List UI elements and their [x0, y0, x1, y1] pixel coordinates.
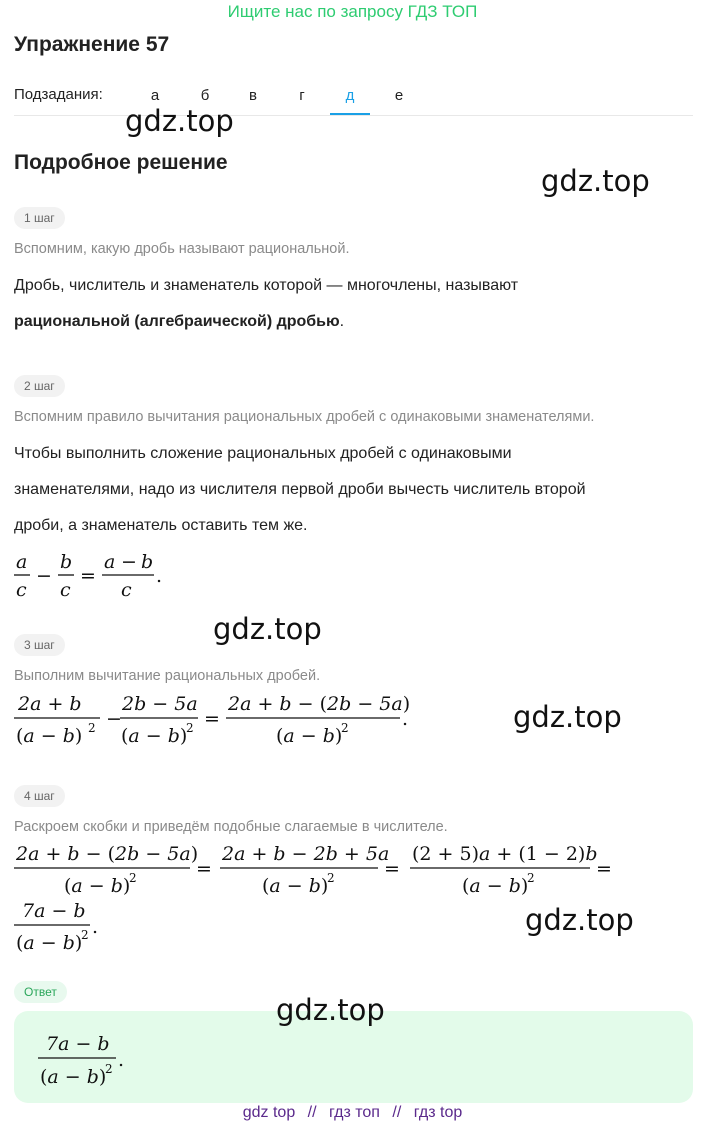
svg-text:(a − b): (a − b) — [16, 932, 83, 954]
svg-text:c: c — [121, 579, 132, 601]
watermark: gdz.top — [276, 993, 385, 1027]
svg-text:2b − 5a: 2b − 5a — [122, 693, 198, 715]
answer-formula — [38, 1030, 158, 1099]
step-badge: 3 шаг — [14, 634, 65, 656]
svg-text:2a + b − (2b − 5a): 2a + b − (2b − 5a) — [228, 693, 411, 715]
svg-text:=: = — [196, 858, 212, 880]
svg-text:(a − b): (a − b) — [276, 725, 343, 747]
step-hint: Вспомним правило вычитания рациональных дробей с одинаковыми знаменателями. — [14, 409, 595, 425]
subtask-tab-g[interactable]: г — [299, 87, 305, 104]
svg-text:b: b — [141, 551, 154, 573]
svg-text:2: 2 — [81, 928, 89, 942]
section-title: Подробное решение — [14, 151, 228, 174]
svg-text:2: 2 — [527, 871, 535, 885]
step-text-line — [14, 304, 694, 340]
svg-text:2: 2 — [341, 721, 349, 735]
page-title: Упражнение 57 — [14, 33, 170, 56]
svg-text:(a − b): (a − b) — [121, 725, 188, 747]
formula-subtraction-rule — [14, 548, 184, 609]
footer-separator: // — [392, 1104, 402, 1121]
svg-text:c: c — [60, 579, 71, 601]
formula-step3 — [14, 688, 424, 757]
svg-text:c: c — [16, 579, 27, 601]
footer-links — [0, 1104, 705, 1122]
svg-text:7a − b: 7a − b — [22, 900, 86, 922]
step-badge: 2 шаг — [14, 375, 65, 397]
watermark: gdz.top — [213, 612, 322, 646]
subtask-tab-a[interactable]: а — [150, 87, 160, 104]
footer-link[interactable]: гдз топ — [329, 1104, 380, 1121]
svg-text:a: a — [16, 551, 28, 573]
step-hint: Выполним вычитание рациональных дробей. — [14, 668, 321, 684]
step-hint: Вспомним, какую дробь называют рациональной. — [14, 241, 350, 257]
svg-text:.: . — [118, 1049, 125, 1071]
footer-link[interactable]: гдз top — [413, 1104, 463, 1121]
step-badge: 4 шаг — [14, 785, 65, 807]
top-banner[interactable]: Ищите нас по запросу ГДЗ ТОП — [227, 2, 478, 21]
tabs-divider — [14, 115, 693, 116]
step-badge: 1 шаг — [14, 207, 65, 229]
svg-text:2: 2 — [105, 1062, 113, 1076]
svg-text:b: b — [60, 551, 73, 573]
step-text-line: Дробь, числитель и знаменатель которой — многочлены, называют — [14, 277, 519, 294]
watermark: gdz.top — [541, 164, 650, 198]
svg-text:(a − b): (a − b) — [262, 875, 329, 897]
watermark: gdz.top — [525, 903, 634, 937]
svg-text:2a + b − 2b + 5a: 2a + b − 2b + 5a — [222, 843, 390, 865]
svg-text:=: = — [596, 858, 612, 880]
step-text-line: Чтобы выполнить сложение рациональных дробей с одинаковыми — [14, 445, 512, 462]
svg-text:=: = — [384, 858, 400, 880]
subtasks-label: Подзадания: — [14, 86, 103, 103]
subtask-tab-e[interactable]: е — [394, 87, 404, 104]
svg-text:2: 2 — [88, 721, 96, 735]
svg-text:=: = — [204, 708, 220, 730]
subtask-tab-d[interactable]: д — [345, 87, 355, 104]
svg-text:(a − b): (a − b) — [64, 875, 131, 897]
watermark: gdz.top — [125, 104, 234, 138]
footer-separator: // — [307, 1104, 317, 1121]
step-text — [14, 268, 694, 340]
term-bold: рациональной (алгебраической) дробью — [14, 313, 340, 330]
step-text — [14, 436, 704, 544]
punctuation: . — [339, 313, 345, 330]
watermark: gdz.top — [513, 700, 622, 734]
svg-text:.: . — [402, 708, 409, 730]
svg-text:a: a — [104, 551, 116, 573]
svg-text:2: 2 — [129, 871, 137, 885]
footer-link[interactable]: gdz top — [242, 1104, 296, 1121]
subtask-tab-b[interactable]: б — [200, 87, 210, 104]
svg-text:(a − b): (a − b) — [16, 725, 83, 747]
answer-badge: Ответ — [14, 981, 67, 1003]
svg-text:.: . — [156, 565, 163, 587]
svg-text:−: − — [36, 565, 52, 587]
svg-text:2: 2 — [186, 721, 194, 735]
svg-text:(a − b): (a − b) — [462, 875, 529, 897]
subtask-tab-v[interactable]: в — [249, 87, 257, 104]
step-hint: Раскроем скобки и приведём подобные слагаемые в числителе. — [14, 819, 448, 835]
svg-text:2: 2 — [327, 871, 335, 885]
svg-text:−: − — [106, 708, 122, 730]
svg-text:−: − — [121, 551, 137, 573]
svg-text:7a − b: 7a − b — [46, 1033, 110, 1055]
formula-step4-result — [14, 897, 134, 966]
active-tab-indicator — [330, 113, 370, 115]
svg-text:.: . — [92, 916, 99, 938]
svg-text:(2 + 5)a + (1 − 2)b: (2 + 5)a + (1 − 2)b — [412, 843, 598, 865]
svg-text:2a + b: 2a + b — [18, 693, 82, 715]
svg-text:=: = — [80, 565, 96, 587]
step-text-line: знаменателями, надо из числителя первой дроби вычесть числитель второй — [14, 481, 586, 498]
svg-text:2a + b − (2b − 5a): 2a + b − (2b − 5a) — [16, 843, 199, 865]
svg-text:(a − b): (a − b) — [40, 1066, 107, 1088]
step-text-line: дроби, а знаменатель оставить тем же. — [14, 517, 308, 534]
